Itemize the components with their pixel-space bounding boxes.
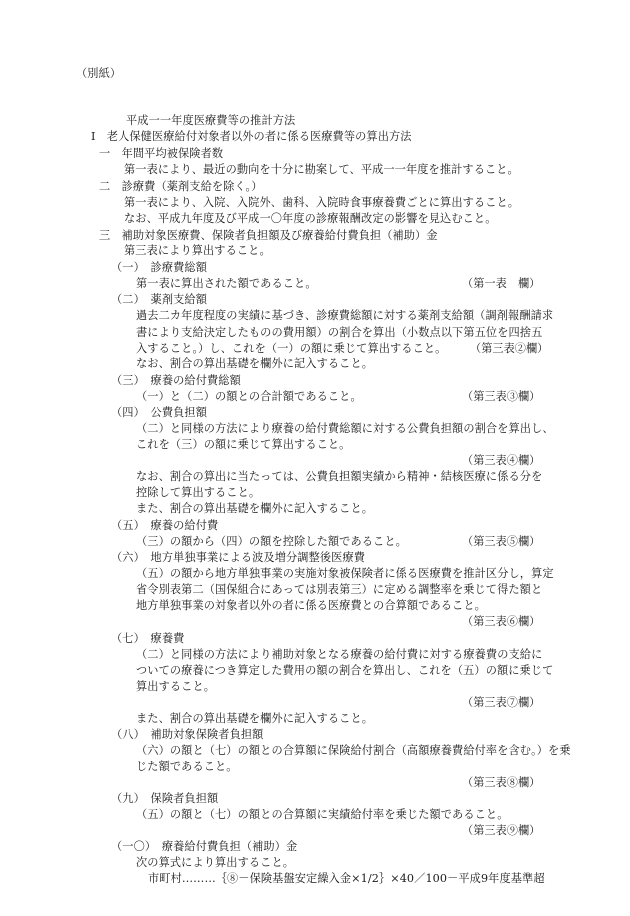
sub-7-body: 算出すること。 — [136, 680, 216, 693]
sub-10-heading: （一〇） 療養給付費負担（補助）金 — [111, 840, 298, 853]
sub-4-heading: （四） 公費負担額 — [111, 406, 207, 419]
item-1-body: 第一表により、最近の動向を十分に勘案して、平成一一年度を推計すること。 — [124, 163, 519, 176]
sub-4-body: なお、割合の算出に当たっては、公費負担額実績から精神・結核医療に係る分を — [136, 470, 543, 483]
sub-6-table-ref: （第三表⑥欄） — [462, 615, 541, 628]
sub-5-heading: （五） 療養の給付費 — [111, 519, 219, 532]
document-title: 平成一一年度医療費等の推計方法 — [126, 114, 296, 127]
sub-1-heading: （一） 診療費総額 — [111, 261, 207, 274]
sub-2-table-ref: （第三表②欄） — [470, 342, 549, 355]
sub-6-heading: （六） 地方単独事業による波及増分調整後医療費 — [111, 551, 366, 564]
sub-6-body: （五）の額から地方単独事業の実施対象被保険者に係る医療費を推計区分し，算定 — [136, 567, 554, 580]
sub-2-body: なお、割合の算出基礎を欄外に記入すること。 — [136, 357, 374, 370]
sub-4-table-ref: （第三表④欄） — [462, 454, 541, 467]
sub-7-body: また、割合の算出基礎を欄外に記入すること。 — [136, 712, 374, 725]
sub-1-table-ref: （第一表 欄） — [462, 277, 541, 290]
sub-10-formula: 市町村………｛⑧－保険基盤安定繰入金×1/2｝×40／100－平成9年度基準超 — [148, 872, 545, 885]
sub-4-body: （二）と同様の方法により療養の給付費総額に対する公費負担額の割合を算出し、 — [136, 422, 554, 435]
sub-5-body: （三）の額から（四）の額を控除した額であること。 — [136, 535, 407, 548]
sub-9-body: （五）の額と（七）の額との合算額に実績給付率を乗じた額であること。 — [136, 808, 509, 821]
item-2-body: なお、平成九年度及び平成一〇年度の診療報酬改定の影響を見込むこと。 — [124, 212, 497, 225]
sub-3-body: （一）と（二）の額との合計額であること。 — [136, 390, 362, 403]
sub-9-heading: （九） 保険者負担額 — [111, 792, 219, 805]
item-3-heading: 三 補助対象医療費、保険者負担額及び療養給付費負担（補助）金 — [99, 229, 438, 242]
sub-2-body: 入すること。）し、これを（一）の額に乗じて算出すること。 — [136, 342, 447, 355]
sub-4-body: また、割合の算出基礎を欄外に記入すること。 — [136, 502, 374, 515]
sub-8-heading: （八） 補助対象保険者負担額 — [111, 728, 264, 741]
sub-5-table-ref: （第三表⑤欄） — [462, 535, 541, 548]
item-2-heading: 二 診療費（薬剤支給を除く。） — [99, 180, 263, 193]
sub-4-body: これを（三）の額に乗じて算出すること。 — [136, 438, 351, 451]
section-heading: Ⅰ 老人保健医療給付対象者以外の者に係る医療費等の算出方法 — [91, 130, 412, 143]
sub-2-body: 書により支給決定したものの費用額）の割合を算出（小数点以下第五位を四捨五 — [136, 326, 543, 339]
sub-6-body: 省令別表第二（国保組合にあっては別表第三）に定める調整率を乗じて得た額と — [136, 583, 543, 596]
item-2-body: 第一表により、入院、入院外、歯科、入院時食事療養費ごとに算出すること。 — [124, 196, 520, 209]
sub-9-table-ref: （第三表⑨欄） — [462, 824, 541, 837]
sub-7-body: ついての療養につき算定した費用の額の割合を算出し、これを（五）の額に乗じて — [136, 664, 554, 677]
sub-8-body: （六）の額と（七）の額との合算額に保険給付割合（高額療養費給付率を含む。）を乗 — [136, 744, 571, 757]
sub-2-body: 過去二カ年度程度の実績に基づき、診療費総額に対する薬剤支給額（調剤報酬請求 — [136, 309, 554, 322]
sub-1-body: 第一表に算出された額であること。 — [136, 277, 317, 290]
item-3-body: 第三表により算出すること。 — [124, 244, 271, 257]
attachment-label: （別紙） — [76, 67, 122, 80]
sub-3-table-ref: （第三表③欄） — [462, 390, 541, 403]
sub-7-table-ref: （第三表⑦欄） — [462, 696, 541, 709]
sub-8-body: じた額であること。 — [136, 760, 238, 773]
sub-6-body: 地方単独事業の対象者以外の者に係る医療費との合算額であること。 — [136, 599, 486, 612]
sub-4-body: 控除して算出すること。 — [136, 486, 261, 499]
sub-2-heading: （二） 薬剤支給額 — [111, 293, 207, 306]
sub-7-heading: （七） 療養費 — [111, 632, 185, 645]
sub-8-table-ref: （第三表⑧欄） — [462, 776, 541, 789]
sub-3-heading: （三） 療養の給付費総額 — [111, 374, 241, 387]
sub-10-body: 次の算式により算出すること。 — [136, 856, 295, 869]
item-1-heading: 一 年間平均被保険者数 — [99, 147, 224, 160]
sub-7-body: （二）と同様の方法により補助対象となる療養の給付費に対する療養費の支給に — [136, 648, 543, 661]
